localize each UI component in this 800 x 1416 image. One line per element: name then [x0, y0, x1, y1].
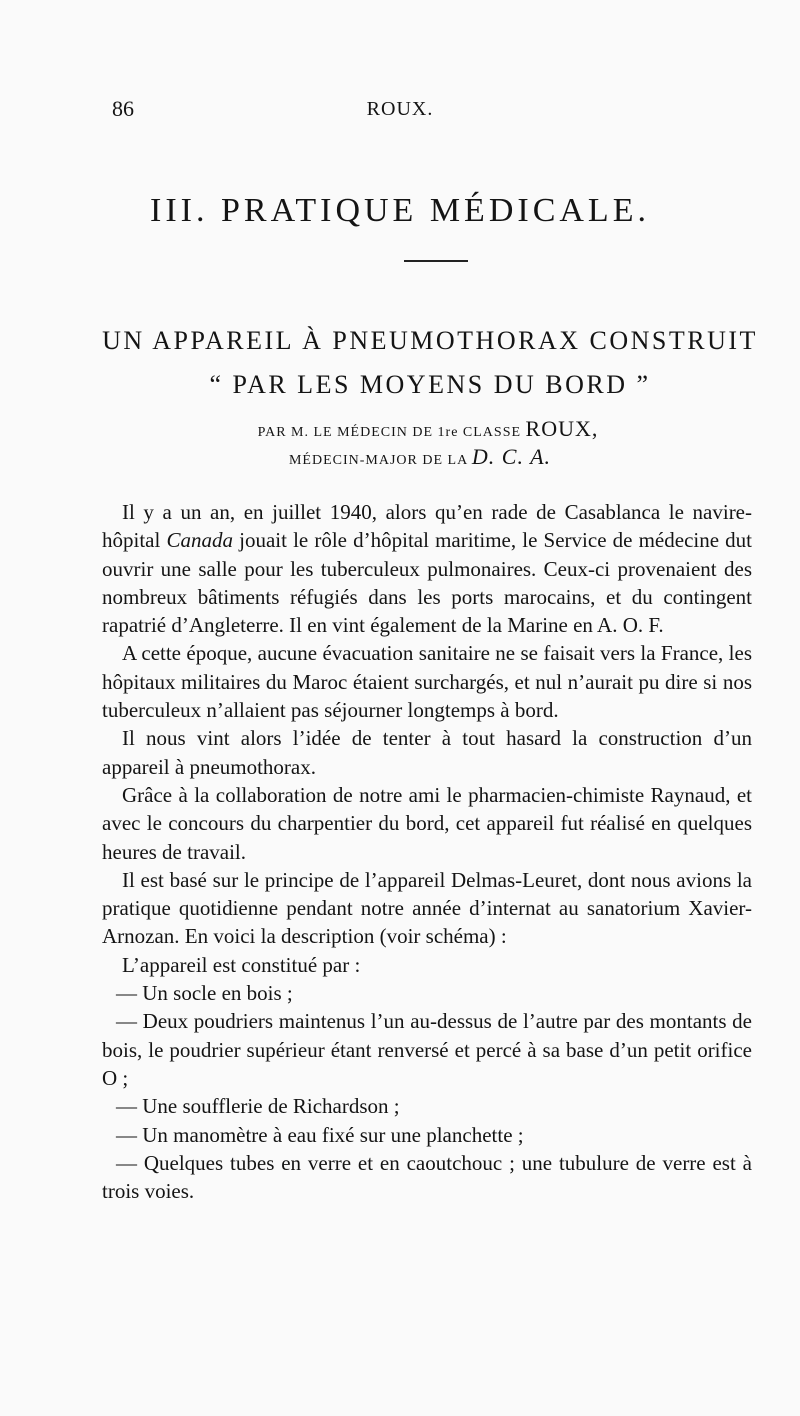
paragraph-2: A cette époque, aucune évacuation sanitaire ne se faisait vers la France, les hôpitaux militaires du Maroc étaient surchargés, et nul n’aurait pu dire si nos tuberculeux n’allaient pas séjourner longtemps à bord. — [102, 641, 752, 723]
article-body — [102, 498, 752, 1205]
running-title: ROUX. — [366, 98, 434, 120]
paragraph-1-start: Il y a un an, en juillet 1940, alors qu’en rade de Casablanca le navire-hôpital — [102, 500, 752, 553]
paragraph-4: Grâce à la collaboration de notre ami le pharmacien-chimiste Raynaud, et avec le concours du charpentier du bord, cet appareil fut réalisé en quelques heures de travail. — [102, 782, 752, 864]
byline-role-prefix: MÉDECIN-MAJOR DE LA — [288, 453, 468, 468]
article-title-line-1: UN APPAREIL À PNEUMOTHORAX CONSTRUIT — [102, 326, 758, 355]
byline-prefix: PAR M. LE MÉDECIN DE 1re CLASSE — [257, 425, 522, 440]
title-divider — [404, 260, 468, 262]
paragraph-1-end: jouait le rôle d’hôpital maritime, le Service de médecine dut ouvrir une salle pour les tuberculeux pulmonaires. Ceux-ci provenaient des nombreux bâtiments réfugiés dans les ports marocains, et du contingent rapatrié d’Angleterre. Il en vint également de la Marine en A. O. F. — [102, 528, 753, 638]
paragraph-3: Il nous vint alors l’idée de tenter à tout hasard la construction d’un appareil à pneumothorax. — [102, 726, 752, 779]
list-item: — Une soufflerie de Richardson ; — [116, 1094, 400, 1119]
ship-name: Canada — [166, 528, 233, 553]
page-header — [0, 96, 800, 126]
list-item: — Un manomètre à eau fixé sur une planchette ; — [116, 1122, 524, 1147]
author-name: ROUX, — [525, 416, 599, 441]
section-title: III. PRATIQUE MÉDICALE. — [150, 192, 650, 229]
article-title-line-2: “ PAR LES MOYENS DU BORD ” — [209, 370, 651, 399]
paragraph-5: Il est basé sur le principe de l’appareil Delmas-Leuret, dont nous avions la pratique quotidienne pendant notre année d’internat au sanatorium Xavier-Arnozan. En voici la description (voir schéma) : — [102, 867, 752, 949]
byline-role — [20, 444, 800, 470]
byline-author — [28, 416, 800, 442]
list-item: — Quelques tubes en verre et en caoutchouc ; une tubulure de verre est à trois voies. — [102, 1150, 752, 1204]
list-item: — Un socle en bois ; — [116, 981, 293, 1006]
paragraph-1 — [102, 498, 752, 639]
byline-unit: D. C. A. — [471, 444, 552, 469]
page-number: 86 — [112, 96, 134, 121]
list-item: — Deux poudriers maintenus l’un au-dessus de l’autre par des montants de bois, le poudrier supérieur étant renversé et percé à sa base d’un petit orifice O ; — [102, 1009, 752, 1090]
paragraph-6: L’appareil est constitué par : — [122, 952, 361, 977]
